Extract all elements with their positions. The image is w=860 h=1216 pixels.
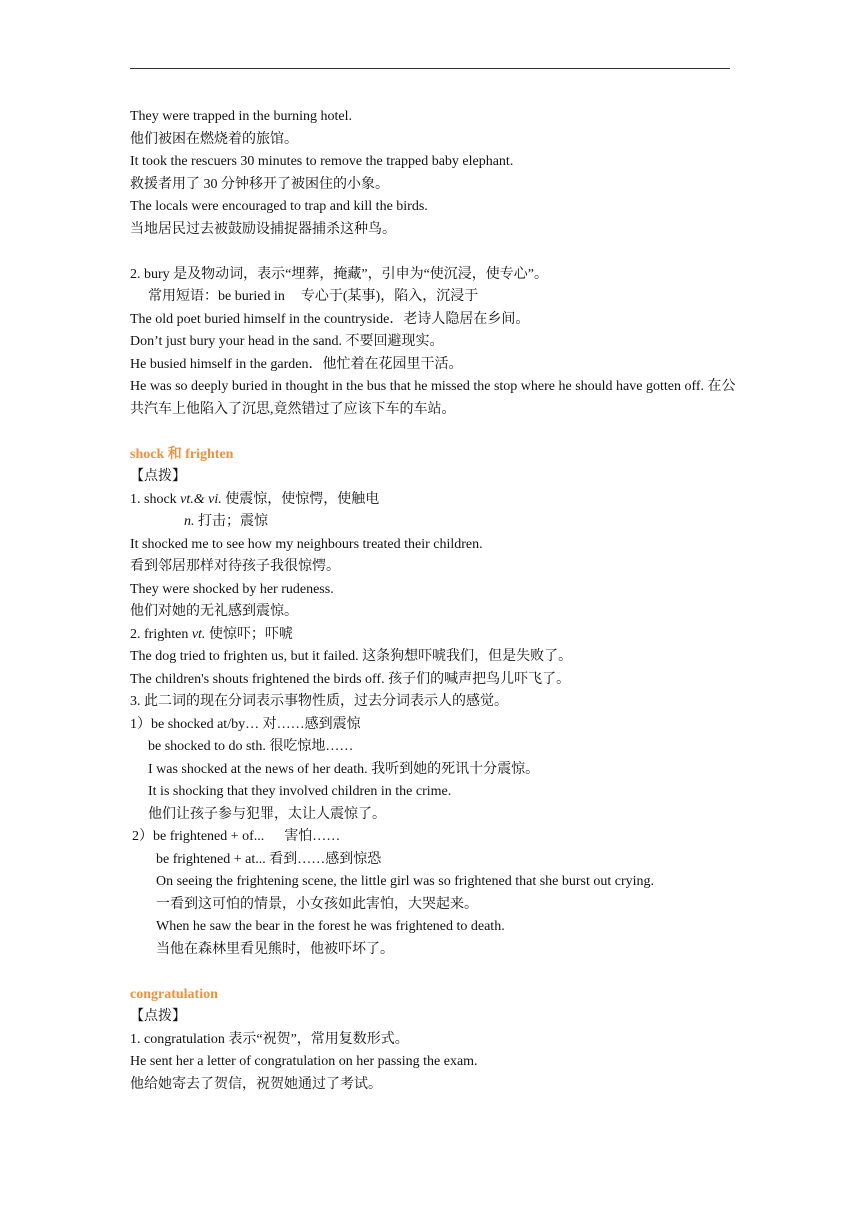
spacer	[130, 961, 740, 984]
example-en: They were trapped in the burning hotel.	[130, 109, 352, 124]
spacer	[130, 241, 740, 264]
example-line: Don’t just bury your head in the sand. 不要回避现实。	[130, 334, 444, 349]
document-body	[130, 106, 740, 1096]
example-line: I was shocked at the news of her death. 我听到她的死讯十分震惊。	[148, 761, 540, 777]
tip-label: 【点拨】	[130, 1009, 186, 1024]
example-zh: 看到邻居那样对待孩子我很惊愕。	[130, 559, 340, 574]
example-line: The children's shouts frightened the birds off. 孩子们的喊声把鸟儿吓飞了。	[130, 671, 571, 687]
bury-phrase	[130, 286, 740, 309]
example-en: The locals were encouraged to trap and kill the birds.	[130, 199, 428, 214]
example-zh: 当地居民过去被鼓励设捕捉器捕杀这种鸟。	[130, 221, 396, 237]
example-en: It took the rescuers 30 minutes to remove the trapped baby elephant.	[130, 154, 514, 169]
usage-item: 2）be frightened + of... 害怕……	[132, 829, 341, 844]
bury-definition: 2. bury 是及物动词，表示“埋葬，掩藏”，引申为“使沉浸，使专心”。	[130, 266, 549, 282]
section-heading-shock: shock 和 frighten	[130, 446, 234, 462]
frighten-definition: 2. frighten vt. 使惊吓；吓唬	[130, 626, 293, 642]
congratulation-definition: 1. congratulation 表示“祝贺”，常用复数形式。	[130, 1031, 409, 1047]
usage-item: be shocked to do sth. 很吃惊地……	[148, 739, 354, 754]
shock-definition: 1. shock vt.& vi. 使震惊，使惊愕，使触电	[130, 491, 380, 507]
example-zh: 他给她寄去了贺信，祝贺她通过了考试。	[130, 1076, 382, 1092]
example-line: He was so deeply buried in thought in the bus that he missed the stop where he should have gotten off. 在公共汽车上他陷入了沉思,竟然错过了应该下车的车站。	[130, 379, 736, 417]
example-line: He busied himself in the garden．他忙着在花园里干活。	[130, 356, 463, 372]
header-rule	[130, 68, 730, 69]
section-heading-congratulation: congratulation	[130, 986, 218, 1002]
usage-item: 1）be shocked at/by… 对……感到震惊	[130, 716, 361, 732]
example-en: He sent her a letter of congratulation on her passing the exam.	[130, 1054, 478, 1069]
example-line: The dog tried to frighten us, but it failed. 这条狗想吓唬我们，但是失败了。	[130, 649, 573, 664]
tip-label: 【点拨】	[130, 469, 186, 484]
example-zh: 救援者用了 30 分钟移开了被困住的小象。	[130, 176, 389, 192]
example-en: They were shocked by her rudeness.	[130, 581, 334, 597]
spacer	[130, 421, 740, 444]
shock-noun-definition: n. 打击；震惊	[184, 514, 268, 529]
example-zh: 他们对她的无礼感到震惊。	[130, 604, 298, 619]
example-zh: 他们让孩子参与犯罪，太让人震惊了。	[148, 806, 386, 822]
bury-phrase-meaning: 专心于(某事)，陷入，沉浸于	[300, 289, 479, 304]
example-zh: 一看到这可怕的情景，小女孩如此害怕，大哭起来。	[156, 896, 478, 912]
bury-phrase-term: 常用短语：be buried in	[148, 289, 285, 304]
usage-item: be frightened + at... 看到……感到惊恐	[156, 851, 382, 867]
example-zh: 当他在森林里看见熊时，他被吓坏了。	[156, 941, 394, 957]
example-en: It shocked me to see how my neighbours treated their children.	[130, 536, 483, 552]
usage-note: 3. 此二词的现在分词表示事物性质，过去分词表示人的感觉。	[130, 694, 508, 709]
example-line: The old poet buried himself in the countryside．老诗人隐居在乡间。	[130, 311, 530, 327]
example-en: It is shocking that they involved children in the crime.	[148, 784, 452, 799]
example-en: When he saw the bear in the forest he was frightened to death.	[156, 919, 505, 934]
example-en: On seeing the frightening scene, the little girl was so frightened that she burst out crying.	[156, 874, 655, 889]
example-zh: 他们被困在燃烧着的旅馆。	[130, 131, 298, 147]
